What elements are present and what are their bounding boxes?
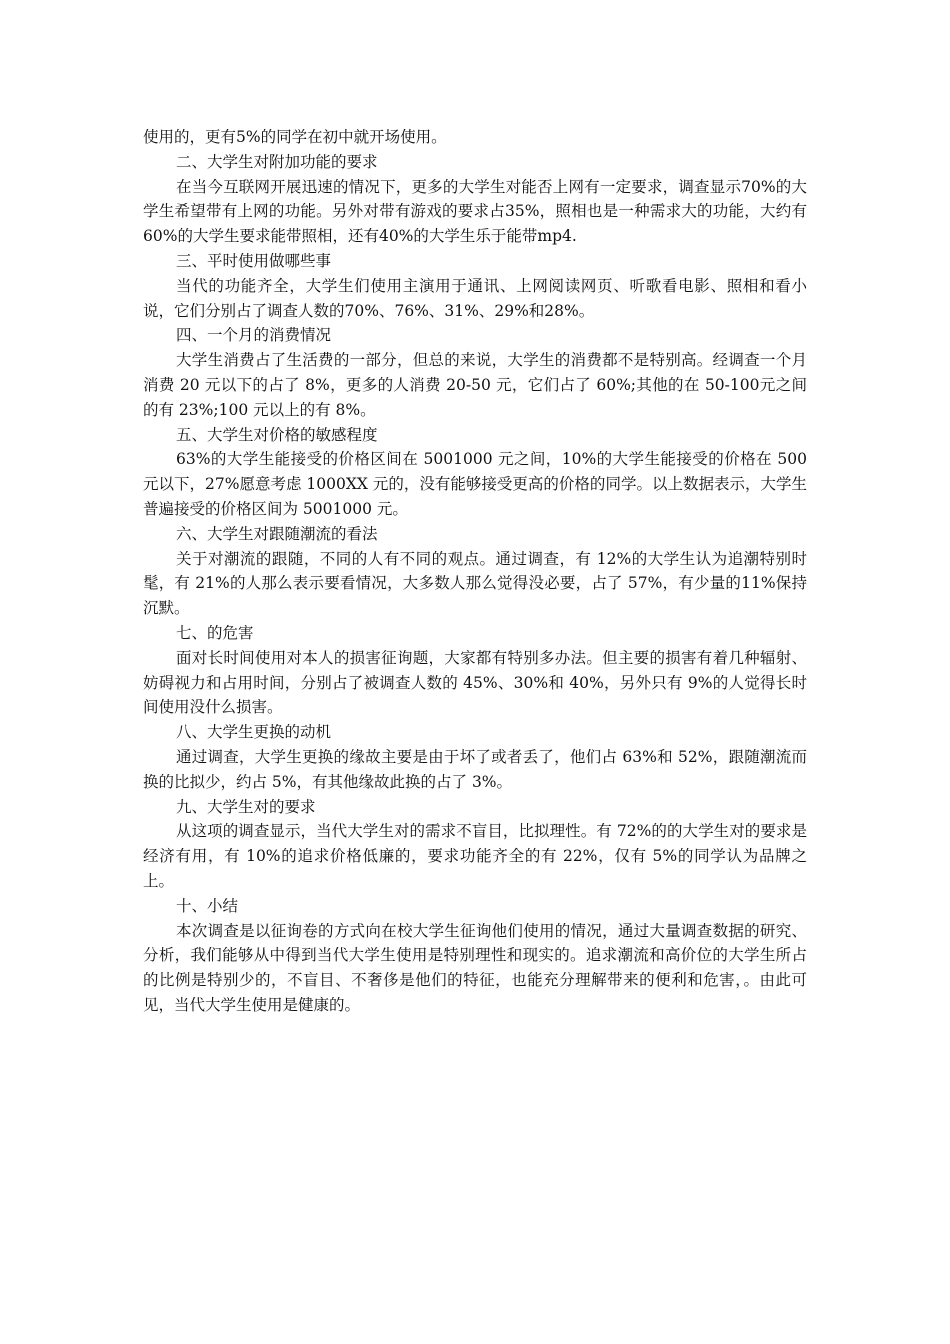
paragraph-intro-continuation: 使用的，更有5%的同学在初中就开场使用。 [143, 128, 447, 146]
section-heading-4: 四、一个月的消费情况 [176, 326, 332, 345]
paragraph-section-4: 大学生消费占了生活费的一部分，但总的来说，大学生的消费都不是特别高。经调查一个月消费 20 元以下的占了 8%，更多的人消费 20-50 元，它们占了 60%;其他的在 50-100元之间的有 23%;100 元以上的有 8%。 [143, 351, 807, 419]
document-body [143, 125, 807, 1018]
paragraph-section-7: 面对长时间使用对本人的损害征询题，大家都有特别多办法。但主要的损害有着几种辐射、妨碍视力和占用时间，分别占了被调查人数的 45%、30%和 40%，另外只有 9%的人觉得长时间使用没什么损害。 [143, 648, 807, 717]
paragraph-section-6: 关于对潮流的跟随，不同的人有不同的观点。通过调查，有 12%的大学生认为追潮特别时髦，有 21%的人那么表示要看情况，大多数人那么觉得没必要，占了 57%，有少量的11%保持沉默。 [143, 549, 807, 618]
paragraph-section-3: 当代的功能齐全，大学生们使用主演用于通讯、上网阅读网页、听歌看电影、照相和看小说，它们分别占了调查人数的70%、76%、31%、29%和28%。 [143, 276, 807, 320]
paragraph-section-10: 本次调查是以征询卷的方式向在校大学生征询他们使用的情况，通过大量调查数据的研究、分析，我们能够从中得到当代大学生使用是特别理性和现实的。追求潮流和高价位的大学生所占的比例是特别少的，不盲目、不奢侈是他们的特征，也能充分理解带来的便利和危害，。由此可见，当代大学生使用是健康的。 [143, 921, 807, 1014]
section-heading-9: 九、大学生对的要求 [176, 797, 316, 816]
section-heading-6: 六、大学生对跟随潮流的看法 [176, 524, 378, 543]
paragraph-section-8: 通过调查，大学生更换的缘故主要是由于坏了或者丢了，他们占 63%和 52%，跟随潮流而换的比拟少，约占 5%，有其他缘故此换的占了 3%。 [143, 747, 807, 791]
section-heading-10: 十、小结 [176, 896, 239, 915]
paragraph-section-5: 63%的大学生能接受的价格区间在 5001000 元之间，10%的大学生能接受的价格在 500元以下，27%愿意考虑 1000XX 元的，没有能够接受更高的价格的同学。以上数据表示，大学生普遍接受的价格区间为 5001000 元。 [143, 450, 807, 518]
paragraph-section-9: 从这项的调查显示，当代大学生对的需求不盲目，比拟理性。有 72%的的大学生对的要求是经济有用，有 10%的追求价格低廉的，要求功能齐全的有 22%，仅有 5%的同学认为品牌之上。 [143, 822, 807, 890]
section-heading-5: 五、大学生对价格的敏感程度 [176, 425, 378, 444]
paragraph-section-2: 在当今互联网开展迅速的情况下，更多的大学生对能否上网有一定要求，调查显示70%的大学生希望带有上网的功能。另外对带有游戏的要求占35%，照相也是一种需求大的功能，大约有60%的大学生要求能带照相，还有40%的大学生乐于能带mp4. [143, 177, 807, 246]
section-heading-8: 八、大学生更换的动机 [176, 723, 332, 742]
section-heading-7: 七、的危害 [176, 623, 254, 642]
section-heading-3: 三、平时使用做哪些事 [176, 251, 332, 270]
section-heading-2: 二、大学生对附加功能的要求 [176, 152, 378, 171]
